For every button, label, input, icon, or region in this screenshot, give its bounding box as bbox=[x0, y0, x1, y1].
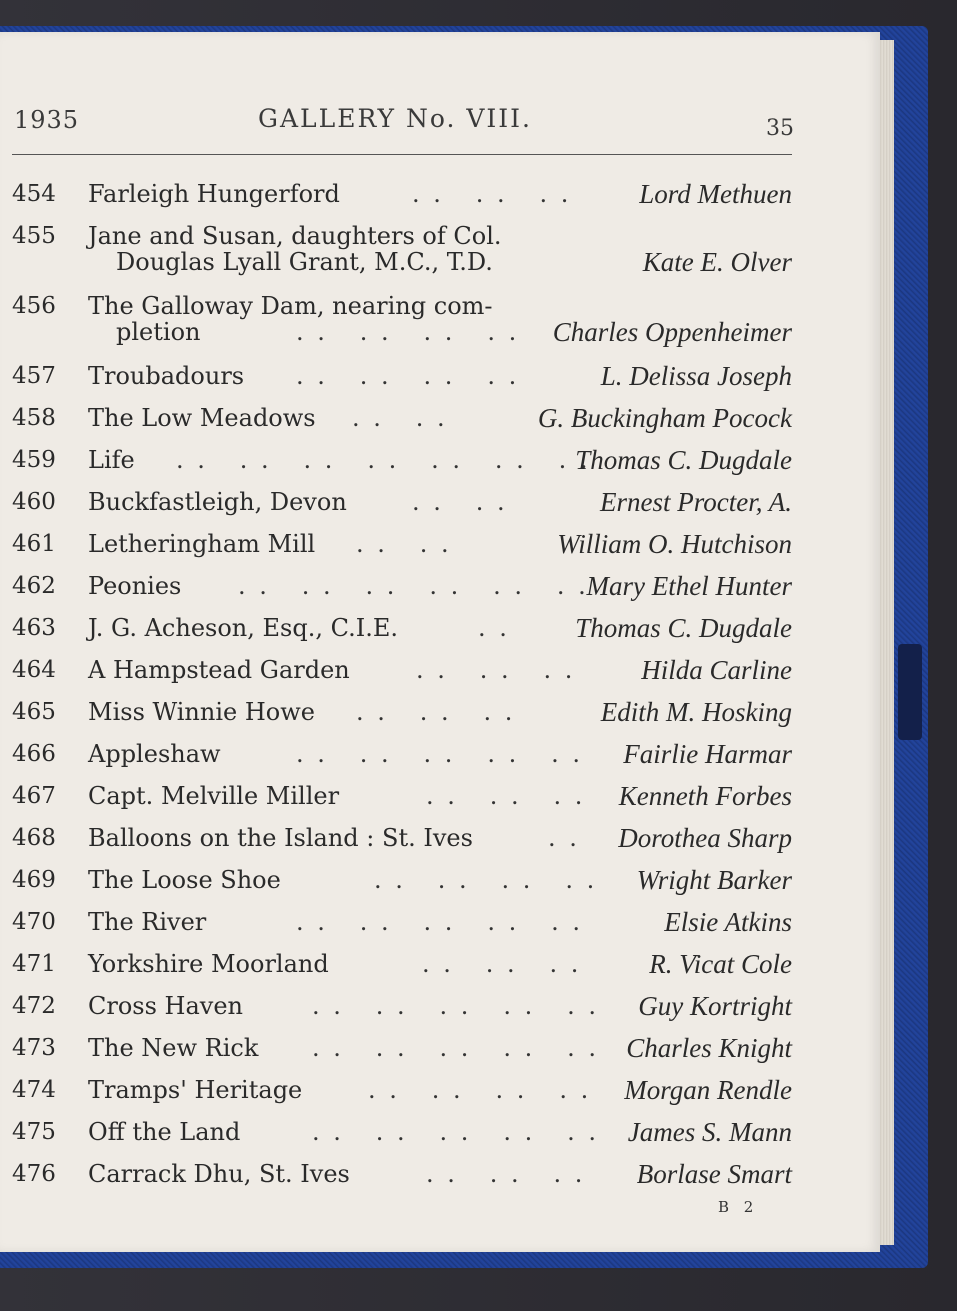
dot-leaders: . . bbox=[478, 614, 510, 642]
dot-leaders: . . bbox=[548, 824, 580, 852]
entry-number: 461 bbox=[12, 531, 56, 557]
entry-title: The Loose Shoe bbox=[88, 866, 281, 894]
gallery-title: GALLERY No. VIII. bbox=[258, 104, 532, 133]
entry-title: Cross Haven bbox=[88, 992, 244, 1020]
entry-title: Farleigh Hungerford bbox=[88, 180, 340, 208]
entry-artist: Edith M. Hosking bbox=[600, 697, 792, 727]
dot-leaders: . . . . . . . . bbox=[296, 362, 520, 390]
dot-leaders: . . . . . . bbox=[426, 782, 586, 810]
entry-title: Balloons on the Island : St. Ives bbox=[88, 824, 473, 852]
entry-number: 465 bbox=[12, 699, 56, 725]
entry-title: Buckfastleigh, Devon bbox=[88, 488, 347, 516]
entry-number: 466 bbox=[12, 741, 56, 767]
entry-artist: Thomas C. Dugdale bbox=[575, 613, 792, 643]
entry-title: The River bbox=[88, 908, 207, 936]
dot-leaders: . . . . . . . . . . bbox=[312, 992, 599, 1020]
entry-artist: G. Buckingham Pocock bbox=[537, 403, 792, 433]
dot-leaders: . . . . . . bbox=[416, 656, 576, 684]
dot-leaders: . . . . . . . . . . bbox=[296, 740, 583, 768]
entry-title: Capt. Melville Miller bbox=[88, 782, 340, 810]
entry-number: 475 bbox=[12, 1119, 56, 1145]
entry-number: 456 bbox=[12, 293, 56, 319]
dot-leaders: . . . . . . . . . . bbox=[296, 908, 583, 936]
entry-artist: R. Vicat Cole bbox=[649, 949, 792, 979]
entry-artist: Dorothea Sharp bbox=[618, 823, 792, 853]
entry-artist: Ernest Procter, A. bbox=[600, 487, 792, 517]
entry-number: 471 bbox=[12, 951, 56, 977]
entry-title: Tramps' Heritage bbox=[88, 1076, 303, 1104]
binding-tab bbox=[898, 644, 922, 740]
entry-title: J. G. Acheson, Esq., C.I.E. bbox=[88, 614, 398, 642]
entry-artist: Wright Barker bbox=[636, 865, 792, 895]
entry-artist: Kate E. Olver bbox=[642, 247, 792, 277]
entry-title-continued: Douglas Lyall Grant, M.C., T.D. bbox=[116, 248, 493, 276]
entry-artist: Borlase Smart bbox=[636, 1159, 792, 1189]
entry-title: Yorkshire Moorland bbox=[88, 950, 329, 978]
entry-artist: Elsie Atkins bbox=[664, 907, 792, 937]
entry-number: 472 bbox=[12, 993, 56, 1019]
entry-artist: Fairlie Harmar bbox=[623, 739, 792, 769]
dot-leaders: . . . . . . . . . . bbox=[312, 1034, 599, 1062]
entry-number: 459 bbox=[12, 447, 56, 473]
entry-number: 469 bbox=[12, 867, 56, 893]
entry-title: Appleshaw bbox=[88, 740, 221, 768]
entry-title: A Hampstead Garden bbox=[88, 656, 350, 684]
entry-number: 454 bbox=[12, 181, 56, 207]
dot-leaders: . . . . bbox=[352, 404, 448, 432]
entry-artist: James S. Mann bbox=[627, 1117, 792, 1147]
entry-number: 462 bbox=[12, 573, 56, 599]
signature-mark: B 2 bbox=[718, 1198, 759, 1216]
entry-title: Off the Land bbox=[88, 1118, 241, 1146]
entry-artist: Hilda Carline bbox=[641, 655, 792, 685]
entry-artist: Morgan Rendle bbox=[624, 1075, 792, 1105]
entry-artist: Lord Methuen bbox=[639, 179, 792, 209]
page-number: 35 bbox=[766, 116, 794, 141]
dot-leaders: . . . . . . . . . . bbox=[312, 1118, 599, 1146]
entry-artist: Kenneth Forbes bbox=[618, 781, 792, 811]
entry-title-continued: pletion bbox=[116, 318, 201, 346]
entry-number: 470 bbox=[12, 909, 56, 935]
dot-leaders: . . . . . . . . . . . . . . bbox=[176, 446, 591, 474]
entry-number: 467 bbox=[12, 783, 56, 809]
entry-title: Jane and Susan, daughters of Col. bbox=[88, 222, 502, 250]
entry-title: Miss Winnie Howe bbox=[88, 698, 315, 726]
entry-artist: Charles Oppenheimer bbox=[552, 317, 792, 347]
dot-leaders: . . . . bbox=[356, 530, 452, 558]
entry-title: The New Rick bbox=[88, 1034, 259, 1062]
entry-number: 458 bbox=[12, 405, 56, 431]
entry-number: 463 bbox=[12, 615, 56, 641]
dot-leaders: . . . . . . . . . . . . bbox=[238, 572, 589, 600]
dot-leaders: . . . . . . . . bbox=[368, 1076, 592, 1104]
entry-title: The Low Meadows bbox=[88, 404, 316, 432]
dot-leaders: . . . . . . bbox=[412, 180, 572, 208]
dot-leaders: . . . . . . . . bbox=[374, 866, 598, 894]
entry-title: Peonies bbox=[88, 572, 182, 600]
header-rule bbox=[12, 154, 792, 155]
entry-artist: Thomas C. Dugdale bbox=[575, 445, 792, 475]
entry-title: Carrack Dhu, St. Ives bbox=[88, 1160, 350, 1188]
entry-number: 476 bbox=[12, 1161, 56, 1187]
entry-number: 468 bbox=[12, 825, 56, 851]
entry-artist: Charles Knight bbox=[626, 1033, 792, 1063]
dot-leaders: . . . . . . . . bbox=[296, 318, 520, 346]
entry-title: Letheringham Mill bbox=[88, 530, 316, 558]
entry-number: 464 bbox=[12, 657, 56, 683]
entry-number: 474 bbox=[12, 1077, 56, 1103]
dot-leaders: . . . . bbox=[412, 488, 508, 516]
entry-title: The Galloway Dam, nearing com- bbox=[88, 292, 493, 320]
entry-number: 455 bbox=[12, 223, 56, 249]
dot-leaders: . . . . . . bbox=[426, 1160, 586, 1188]
entry-title: Life bbox=[88, 446, 135, 474]
dot-leaders: . . . . . . bbox=[356, 698, 516, 726]
entry-number: 457 bbox=[12, 363, 56, 389]
entry-number: 460 bbox=[12, 489, 56, 515]
entry-artist: Guy Kortright bbox=[638, 991, 792, 1021]
header-year: 1935 bbox=[14, 106, 80, 134]
entry-artist: William O. Hutchison bbox=[557, 529, 792, 559]
entry-artist: L. Delissa Joseph bbox=[600, 361, 792, 391]
running-header bbox=[14, 78, 794, 141]
entry-artist: Mary Ethel Hunter bbox=[586, 571, 792, 601]
entry-title: Troubadours bbox=[88, 362, 245, 390]
dot-leaders: . . . . . . bbox=[422, 950, 582, 978]
entry-number: 473 bbox=[12, 1035, 56, 1061]
